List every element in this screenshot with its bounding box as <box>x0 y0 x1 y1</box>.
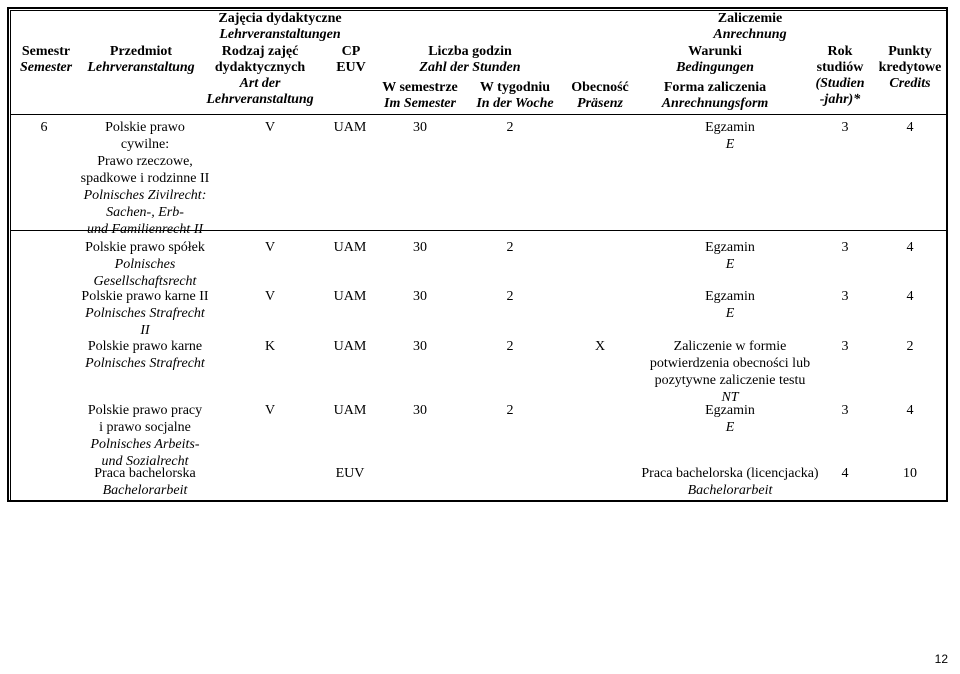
row-sem-hours: 30 <box>413 339 427 354</box>
row-cp: UAM <box>333 339 367 354</box>
subject-name-pl: Polskie prawo karne II <box>81 289 209 304</box>
subject-name-pl: Prawo rzeczowe, <box>97 154 193 169</box>
header-type-de: Art der <box>239 76 281 91</box>
header-form: Forma zaliczenia <box>663 80 767 95</box>
row-form-pl: Zaliczenie w formie <box>673 339 787 354</box>
subject-name-de: Sachen-, Erb- <box>106 205 184 220</box>
row-week-hours: 2 <box>506 339 514 354</box>
header-credit-group: Zaliczemie <box>717 11 783 26</box>
row-type: V <box>264 289 276 304</box>
row-form-de: E <box>725 306 735 321</box>
header-type: Rodzaj zajęć <box>221 44 299 59</box>
row-type: K <box>264 339 276 354</box>
header-type-de-2: Lehrveranstaltung <box>206 92 314 107</box>
subject-name-de: Polnisches Zivilrecht: <box>83 188 207 203</box>
subject-name-de: Bachelorarbeit <box>102 483 188 498</box>
header-classes-group: Zajęcia dydaktyczne <box>218 11 342 26</box>
header-hours: Liczba godzin <box>428 44 512 59</box>
row-points: 4 <box>906 120 914 135</box>
header-semester: Semestr <box>21 44 71 59</box>
subject-name-de: Gesellschaftsrecht <box>93 274 197 289</box>
header-form-de: Anrechnungsform <box>661 96 769 111</box>
subject-name-de: und Familienrecht II <box>86 222 204 237</box>
row-form-de: E <box>725 137 735 152</box>
subject-name-pl: Polskie prawo <box>105 120 185 135</box>
subject-name-de: Polnisches Strafrecht <box>85 356 205 371</box>
header-attendance-de: Präsenz <box>577 96 623 111</box>
row-form-pl: Egzamin <box>705 289 755 304</box>
row-form-pl: Egzamin <box>705 240 755 255</box>
header-week-hours-de: In der Woche <box>476 96 554 111</box>
row-cp: EUV <box>335 466 365 481</box>
subject-name-de: und Sozialrecht <box>101 454 189 469</box>
row-sem-hours: 30 <box>413 403 427 418</box>
row-year: 3 <box>841 339 849 354</box>
subject-name-pl: Praca bachelorska <box>94 466 196 481</box>
header-sem-hours-de: Im Semester <box>384 96 456 111</box>
header-attendance: Obecność <box>571 80 629 95</box>
header-separator <box>11 114 947 115</box>
header-subject: Przedmiot <box>109 44 173 59</box>
row-sem-hours: 30 <box>413 289 427 304</box>
row-type: V <box>264 403 276 418</box>
row-week-hours: 2 <box>506 289 514 304</box>
row-year: 3 <box>841 240 849 255</box>
header-semester-de: Semester <box>19 60 73 75</box>
row-type: V <box>264 120 276 135</box>
row-sem-hours: 30 <box>413 240 427 255</box>
header-conditions-de: Bedingungen <box>676 60 754 75</box>
header-classes-group-de: Lehrveranstaltungen <box>219 27 341 42</box>
row-form-pl: Egzamin <box>705 403 755 418</box>
row-form-de: E <box>725 257 735 272</box>
row-points: 4 <box>906 289 914 304</box>
row-form-pl: potwierdzenia obecności lub <box>649 356 811 371</box>
row-year: 3 <box>841 403 849 418</box>
header-points: Punkty <box>888 44 932 59</box>
header-points-3: Credits <box>889 76 931 91</box>
row-points: 2 <box>906 339 914 354</box>
row-attendance: X <box>594 339 606 354</box>
subject-name-pl: Polskie prawo spółek <box>85 240 205 255</box>
subject-name-de: II <box>140 323 150 338</box>
header-subject-de: Lehrveranstaltung <box>87 60 195 75</box>
header-year-4: -jahr)* <box>819 92 861 107</box>
row-year: 3 <box>841 289 849 304</box>
row-week-hours: 2 <box>506 403 514 418</box>
subject-name-pl: i prawo socjalne <box>99 420 191 435</box>
row-year: 4 <box>841 466 849 481</box>
header-conditions: Warunki <box>688 44 742 59</box>
row-cp: UAM <box>333 240 367 255</box>
subject-name-pl: spadkowe i rodzinne II <box>80 171 210 186</box>
header-year: Rok <box>827 44 853 59</box>
subject-name-pl: Polskie prawo pracy <box>87 403 203 418</box>
row-form-pl: Egzamin <box>705 120 755 135</box>
row-cp: UAM <box>333 120 367 135</box>
row-type: V <box>264 240 276 255</box>
row-semester: 6 <box>40 120 48 135</box>
header-cp-euv: EUV <box>336 60 366 75</box>
header-type-2: dydaktycznych <box>214 60 306 75</box>
row-points: 4 <box>906 240 914 255</box>
row-form-de: Bachelorarbeit <box>687 483 773 498</box>
row-form-de: NT <box>721 390 739 405</box>
row-week-hours: 2 <box>506 120 514 135</box>
row-cp: UAM <box>333 403 367 418</box>
row-week-hours: 2 <box>506 240 514 255</box>
row-sem-hours: 30 <box>413 120 427 135</box>
subject-name-pl: cywilne: <box>120 137 170 152</box>
subject-name-pl: Polskie prawo karne <box>87 339 203 354</box>
row-year: 3 <box>841 120 849 135</box>
subject-name-de: Polnisches Strafrecht <box>85 306 205 321</box>
header-hours-de: Zahl der Stunden <box>419 60 521 75</box>
row-form-pl: Praca bachelorska (licencjacka) <box>641 466 819 481</box>
header-year-2: studiów <box>816 60 864 75</box>
subject-name-de: Polnisches Arbeits- <box>90 437 200 452</box>
row-points: 4 <box>906 403 914 418</box>
header-points-2: kredytowe <box>878 60 942 75</box>
header-cp: CP <box>341 44 361 59</box>
header-week-hours: W tygodniu <box>479 80 551 95</box>
page-number: 12 <box>934 652 948 666</box>
subject-name-de: Polnisches <box>114 257 176 272</box>
header-year-3: (Studien <box>815 76 865 91</box>
row-form-pl: pozytywne zaliczenie testu <box>654 373 806 388</box>
header-sem-hours: W semestrze <box>382 80 458 95</box>
row-form-de: E <box>725 420 735 435</box>
header-credit-group-de: Anrechnung <box>713 27 787 42</box>
row-cp: UAM <box>333 289 367 304</box>
row-points: 10 <box>903 466 917 481</box>
